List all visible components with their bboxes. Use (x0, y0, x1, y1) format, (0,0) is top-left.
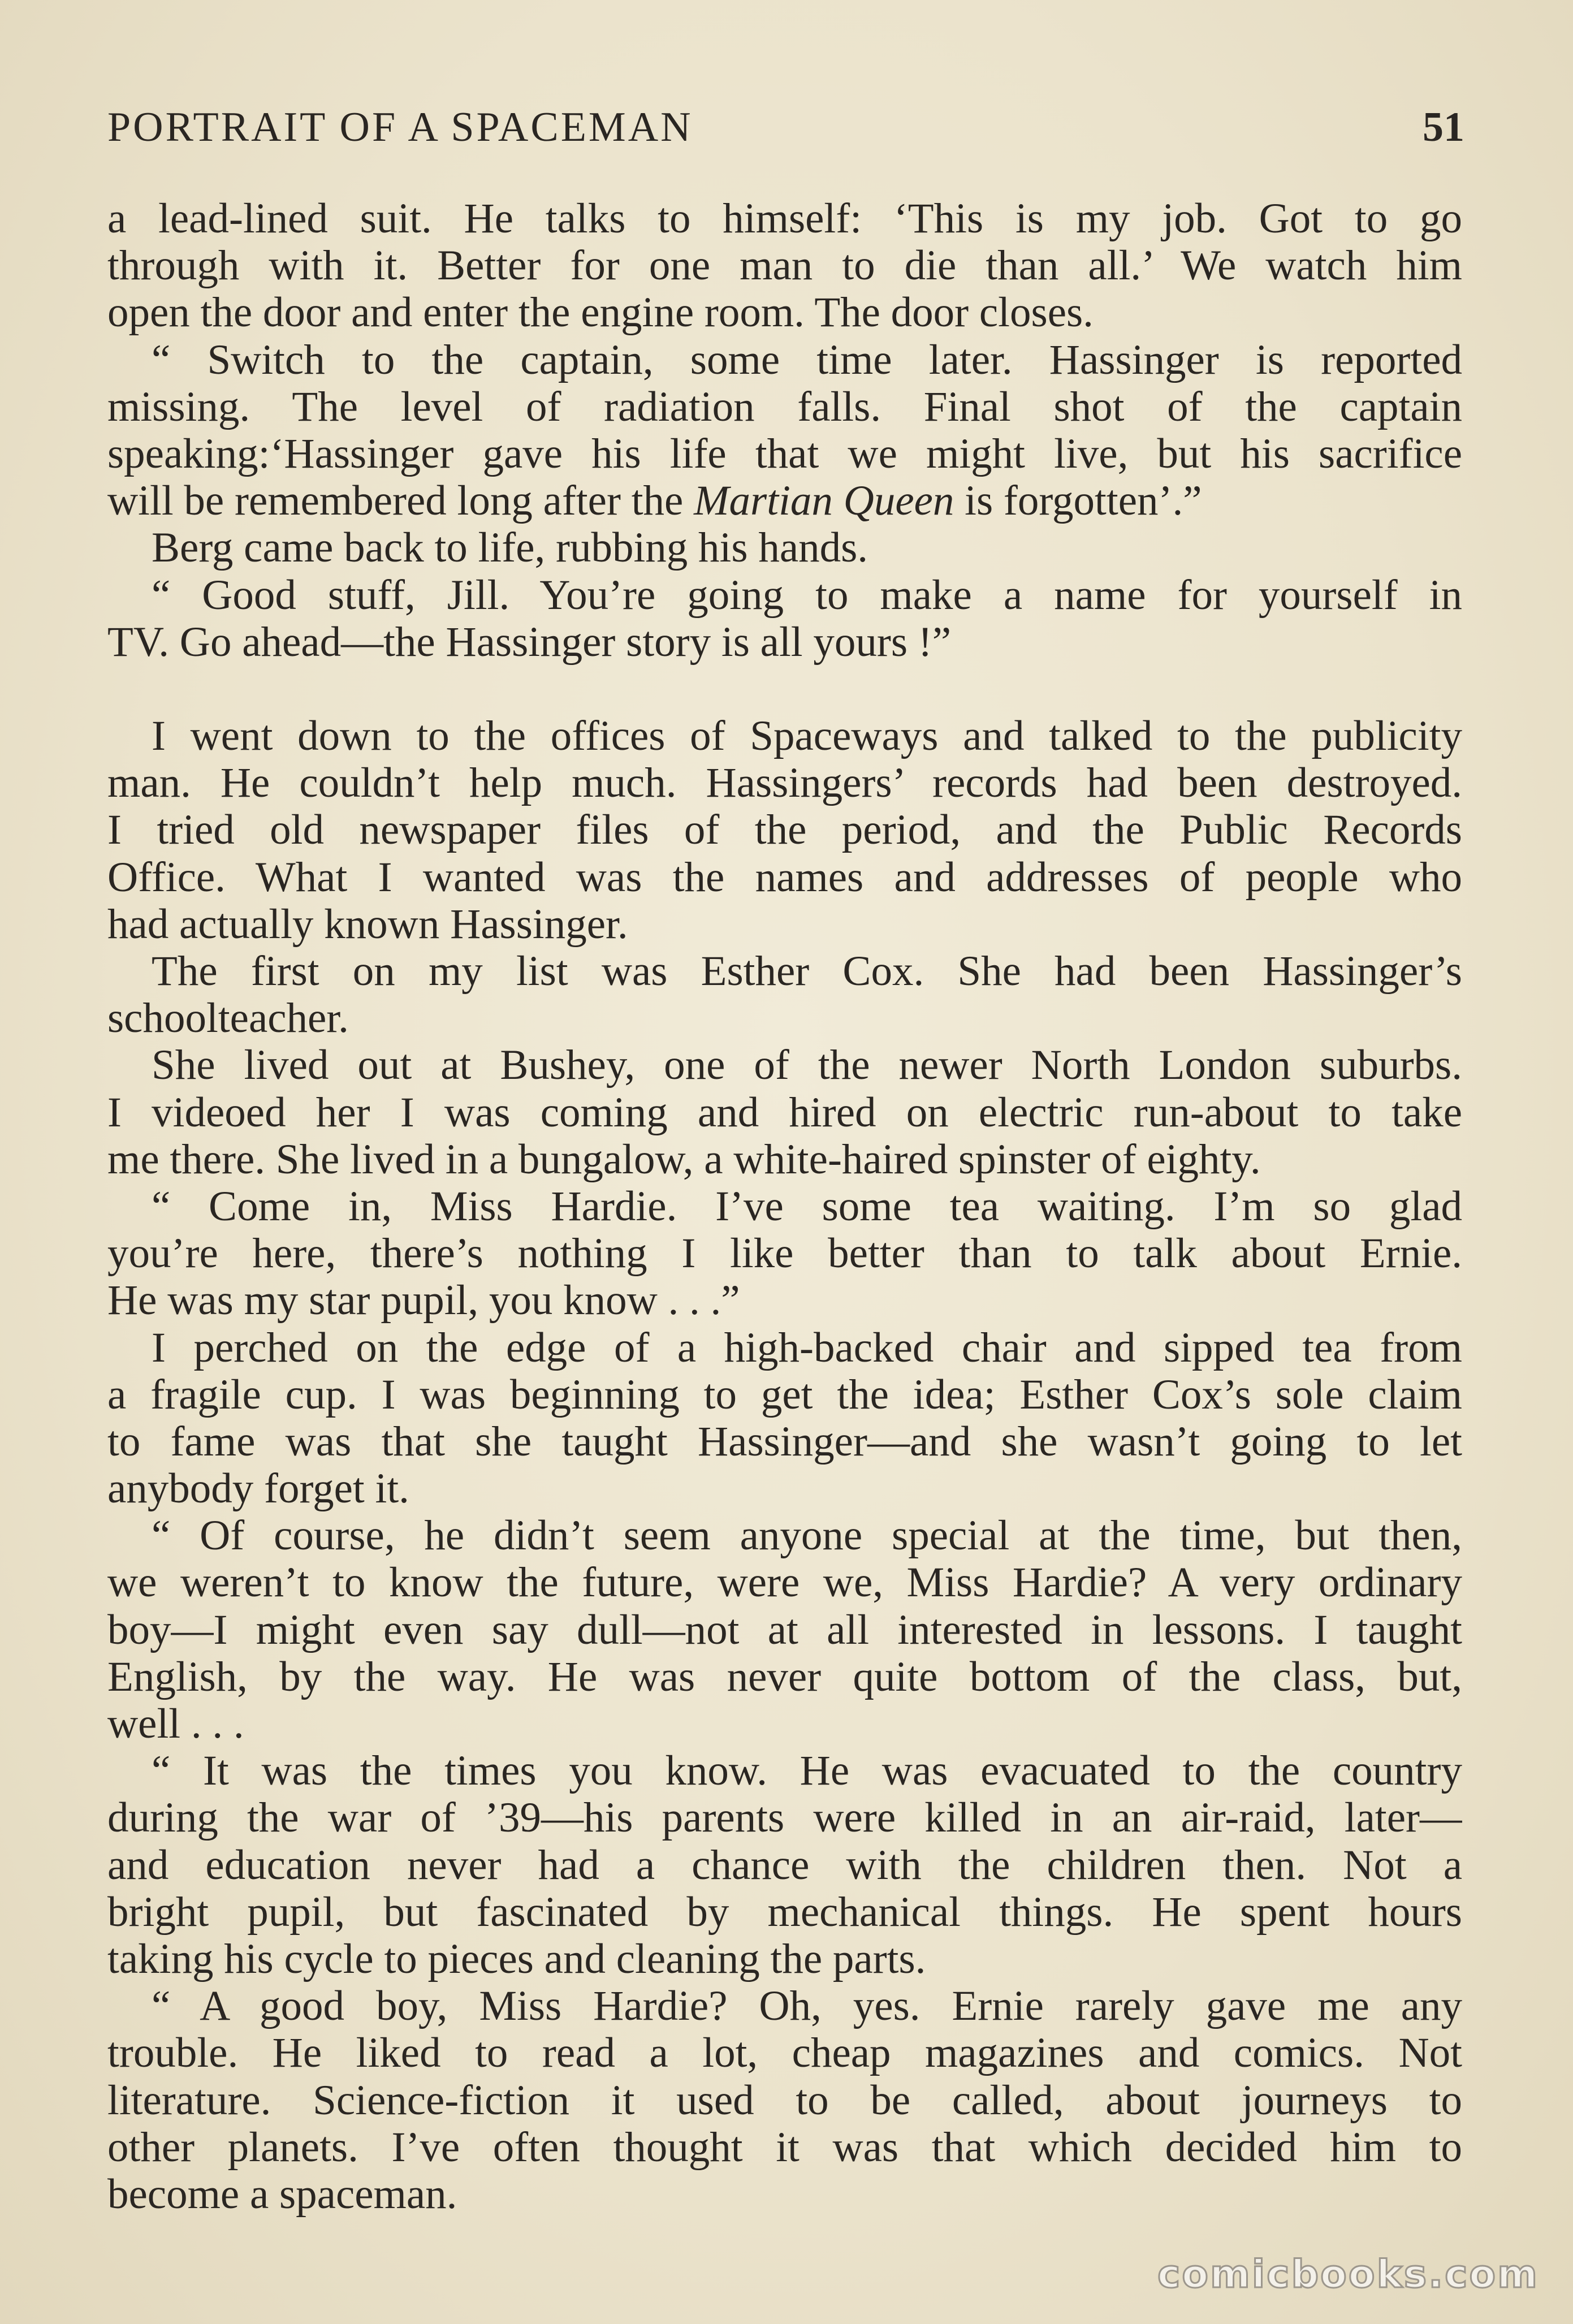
text-line: become a spaceman. (107, 2170, 457, 2218)
text-line: anybody forget it. (107, 1465, 409, 1513)
text-line: She lived out at Bushey, one of the newer North London suburbs. (152, 1042, 1462, 1089)
text-line: missing. The level of radiation falls. Final shot of the captain (107, 383, 1462, 430)
watermark: comicbooks.com (1157, 2252, 1539, 2297)
text-line: to fame was that she taught Hassinger—and she wasn’t going to let (107, 1418, 1462, 1465)
ship-name-italic: Martian Queen (694, 477, 954, 525)
text-line: I tried old newspaper files of the period, and the Public Records (107, 806, 1462, 854)
text-line: Berg came back to life, rubbing his hands. (152, 524, 868, 572)
text-line: other planets. I’ve often thought it was that which decided him to (107, 2123, 1462, 2171)
text-line: English, by the way. He was never quite bottom of the class, but, (107, 1653, 1462, 1700)
text-line: we weren’t to know the future, were we, Miss Hardie? A very ordinary (107, 1559, 1462, 1606)
section-break (107, 666, 1462, 712)
text-line: trouble. He liked to read a lot, cheap magazines and comics. Not (107, 2029, 1462, 2077)
text-line: man. He couldn’t help much. Hassingers’ records had been destroyed. (107, 759, 1462, 807)
text-line: through with it. Better for one man to die than all.’ We watch him (107, 242, 1462, 290)
text-line: I went down to the offices of Spaceways and talked to the publicity (152, 712, 1462, 760)
text-line: a lead-lined suit. He talks to himself: ‘This is my job. Got to go (107, 195, 1462, 242)
running-title: PORTRAIT OF A SPACEMAN (107, 104, 693, 150)
text-line: open the door and enter the engine room. The door closes. (107, 289, 1094, 336)
text-line: TV. Go ahead—the Hassinger story is all yours !” (107, 618, 952, 666)
text-line: bright pupil, but fascinated by mechanical things. He spent hours (107, 1888, 1462, 1936)
text-line: “ Good stuff, Jill. You’re going to make a name for yourself in (152, 571, 1462, 619)
text-line: “ It was the times you know. He was evacuated to the country (152, 1747, 1462, 1795)
text-line: boy—I might even say dull—not at all interested in lessons. I taught (107, 1606, 1462, 1653)
text-line: “ Switch to the captain, some time later. Hassinger is reported (152, 336, 1462, 383)
text-line: well . . . (107, 1700, 244, 1747)
text-line: taking his cycle to pieces and cleaning the parts. (107, 1935, 926, 1982)
text-line: had actually known Hassinger. (107, 900, 628, 948)
text-line: “ A good boy, Miss Hardie? Oh, yes. Ernie rarely gave me any (152, 1982, 1462, 2030)
text-line: literature. Science-fiction it used to be called, about journeys to (107, 2076, 1462, 2124)
text-line: Office. What I wanted was the names and addresses of people who (107, 853, 1462, 901)
text-line: speaking:‘Hassinger gave his life that we might live, but his sacrifice (107, 430, 1462, 477)
text-line: a fragile cup. I was beginning to get the idea; Esther Cox’s sole claim (107, 1371, 1462, 1418)
text-line: schoolteacher. (107, 995, 349, 1042)
text-line: I videoed her I was coming and hired on electric run-about to take (107, 1088, 1462, 1136)
text-line: He was my star pupil, you know . . .” (107, 1277, 740, 1324)
text-line: you’re here, there’s nothing I like better than to talk about Ernie. (107, 1230, 1462, 1277)
text-line: “ Come in, Miss Hardie. I’ve some tea waiting. I’m so glad (152, 1182, 1462, 1230)
body-text (107, 195, 1462, 2218)
text-line: will be remembered long after the Martian Queen is forgotten’.” (107, 477, 1202, 525)
text-line: and education never had a chance with the children then. Not a (107, 1841, 1462, 1889)
text-line: The first on my list was Esther Cox. She had been Hassinger’s (152, 948, 1462, 995)
text-line: during the war of ’39—his parents were killed in an air-raid, later— (107, 1794, 1462, 1842)
text-line: me there. She lived in a bungalow, a white-haired spinster of eighty. (107, 1135, 1261, 1183)
text-line: I perched on the edge of a high-backed chair and sipped tea from (152, 1324, 1462, 1371)
running-head (107, 96, 1464, 158)
text-line: “ Of course, he didn’t seem anyone special at the time, but then, (152, 1512, 1462, 1560)
page-number: 51 (1423, 104, 1464, 150)
